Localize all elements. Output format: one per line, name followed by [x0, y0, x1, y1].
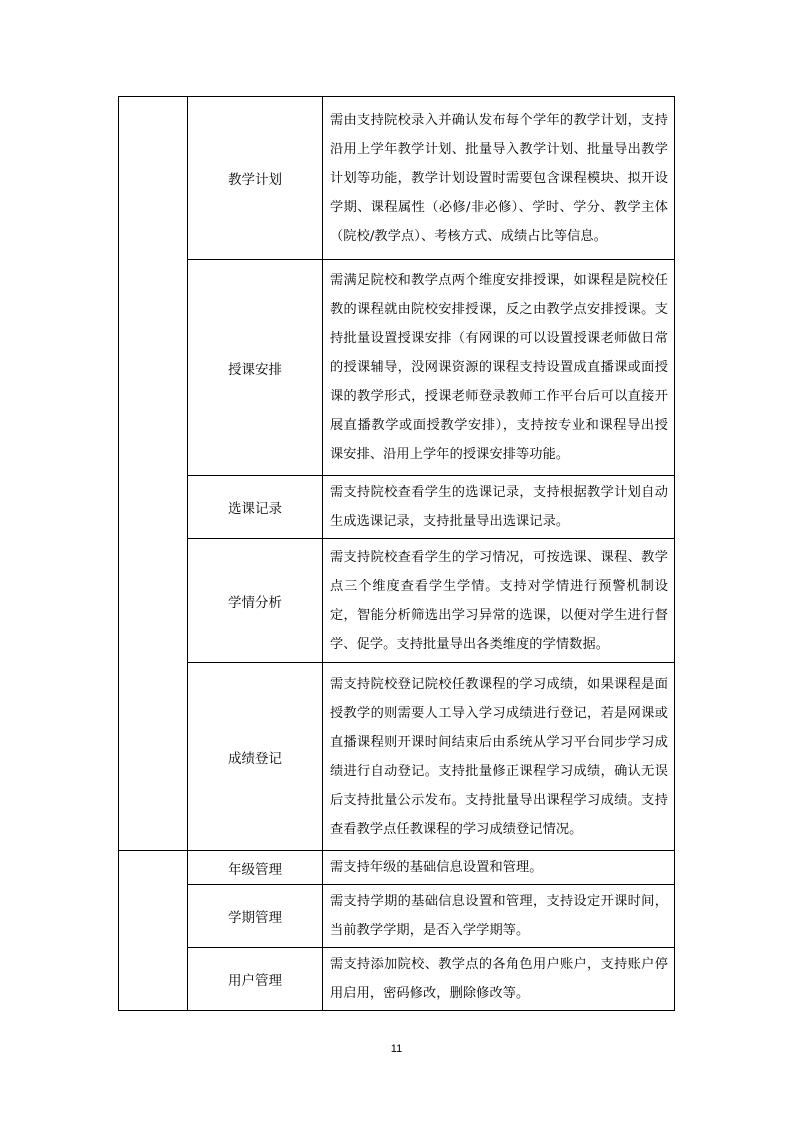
requirements-table — [118, 96, 675, 1011]
feature-name: 用户管理 — [188, 948, 323, 1011]
category-cell — [119, 97, 188, 851]
feature-name: 成绩登记 — [188, 663, 323, 851]
category-cell — [119, 851, 188, 1011]
feature-name: 选课记录 — [188, 476, 323, 539]
table-row — [119, 260, 675, 476]
feature-name: 年级管理 — [188, 851, 323, 885]
feature-description: 需支持院校查看学生的学习情况，可按选课、课程、教学点三个维度查看学生学情。支持对学情进行预警机制设定，智能分析筛选出学习异常的选课，以便对学生进行督学、促学。支持批量导出各类维度的学情数据。 — [323, 539, 675, 663]
table-row — [119, 851, 675, 885]
feature-name: 教学计划 — [188, 97, 323, 260]
table-row — [119, 97, 675, 260]
feature-description: 需支持学期的基础信息设置和管理，支持设定开课时间，当前教学学期，是否入学学期等。 — [323, 885, 675, 948]
feature-description: 需支持添加院校、教学点的各角色用户账户，支持账户停用启用，密码修改，删除修改等。 — [323, 948, 675, 1011]
table-row — [119, 948, 675, 1011]
feature-name: 学期管理 — [188, 885, 323, 948]
page-number: 11 — [390, 1043, 403, 1055]
table-row — [119, 663, 675, 851]
table-row — [119, 539, 675, 663]
feature-description: 需满足院校和教学点两个维度安排授课，如课程是院校任教的课程就由院校安排授课，反之由教学点安排授课。支持批量设置授课安排（有网课的可以设置授课老师做日常的授课辅导，没网课资源的课程支持设置成直播课或面授课的教学形式，授课老师登录教师工作平台后可以直接开展直播教学或面授教学安排），支持按专业和课程导出授课安排、沿用上学年的授课安排等功能。 — [323, 260, 675, 476]
feature-description: 需由支持院校录入并确认发布每个学年的教学计划，支持沿用上学年教学计划、批量导入教学计划、批量导出教学计划等功能，教学计划设置时需要包含课程模块、拟开设学期、课程属性（必修/非必修）、学时、学分、教学主体（院校/教学点）、考核方式、成绩占比等信息。 — [323, 97, 675, 260]
feature-name: 学情分析 — [188, 539, 323, 663]
table-row — [119, 476, 675, 539]
feature-name: 授课安排 — [188, 260, 323, 476]
feature-description: 需支持院校登记院校任教课程的学习成绩，如果课程是面授教学的则需要人工导入学习成绩进行登记，若是网课或直播课程则开课时间结束后由系统从学习平台同步学习成绩进行自动登记。支持批量修正课程学习成绩，确认无误后支持批量公示发布。支持批量导出课程学习成绩。支持查看教学点任教课程的学习成绩登记情况。 — [323, 663, 675, 851]
feature-description: 需支持年级的基础信息设置和管理。 — [323, 851, 675, 885]
table-row — [119, 885, 675, 948]
feature-description: 需支持院校查看学生的选课记录，支持根据教学计划自动生成选课记录，支持批量导出选课记录。 — [323, 476, 675, 539]
